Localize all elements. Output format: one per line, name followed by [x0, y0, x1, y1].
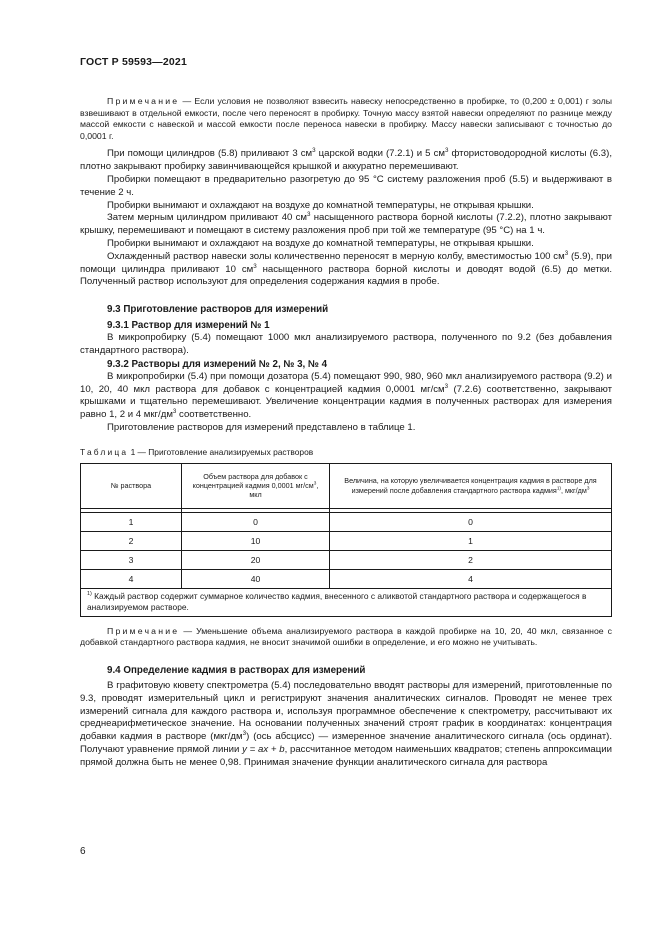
- section-9-4-text: [80, 680, 612, 770]
- paragraph-boric-acid: [80, 212, 612, 238]
- section-9-3-2-text-2: Приготовление растворов для измерений представлено в таблице 1.: [107, 421, 416, 433]
- note-2-label: Примечание: [107, 625, 180, 636]
- column-header-increase: [330, 463, 612, 508]
- section-9-3-title: 9.3 Приготовление растворов для измерений: [107, 304, 329, 316]
- cell-increase: 2: [330, 550, 612, 569]
- paragraph-heating: Пробирки помещают в предварительно разогретую до 95 °С систему разложения проб (5.5) и выдерживают в течение 2 ч.: [80, 173, 612, 198]
- table-1: [80, 463, 612, 617]
- paragraph-boric-part1: Затем мерным цилиндром приливают 40 см: [107, 212, 308, 224]
- paragraph-cylinders-part3: фтористоводородной кислоты (6.3), плотно закрывают пробирку завинчивающейся крышкой и аккуратно перемешивают.: [80, 148, 612, 173]
- section-9-4-part3: , рассчитанное методом наименьших квадратов; степень аппроксимации прямой должна быть не менее 0,98. Принимая значение функции аналитического сигнала для раствора: [80, 743, 612, 768]
- cell-increase: 1: [330, 531, 612, 550]
- paragraph-cylinders-part1: При помощи цилиндров (5.8) приливают 3 см: [107, 148, 313, 160]
- paragraph-boric-part2: насыщенного раствора борной кислоты (7.2.2), плотно закрывают крышку, перемешивают и помещают в систему разложения проб при той же температуре (95 °С) на 1 ч.: [80, 212, 613, 237]
- section-9-3-1-title: 9.3.1 Раствор для измерений № 1: [107, 320, 270, 332]
- section-9-3-2-title: 9.3.2 Растворы для измерений № 2, № 3, № 4: [107, 358, 328, 370]
- footnote-text: Каждый раствор содержит суммарное количество кадмия, внесенного с аликвотой стандартного раствора и содержащегося в анализируемом растворе.: [87, 590, 587, 612]
- section-9-3-2-part2: (7.2.6) соответственно, закрывают крышками и тщательно перемешивают. Увеличение концентрации кадмия в полученных растворах для измерения равно 1, 2 и 4 мкг/дм: [80, 383, 612, 421]
- cell-volume: 10: [182, 531, 330, 550]
- section-9-4-title: 9.4 Определение кадмия в растворах для измерений: [107, 664, 366, 676]
- cell-number: 2: [81, 531, 182, 550]
- paragraph-cooling-1: Пробирки вынимают и охлаждают на воздухе до комнатной температуры, не открывая крышки.: [107, 199, 534, 211]
- cell-increase: 0: [330, 512, 612, 531]
- superscript: 3: [313, 480, 317, 486]
- superscript: 3: [172, 407, 177, 415]
- table-row: [81, 569, 612, 588]
- column-header-volume-text: Объем раствора для добавок с концентрацией кадмия 0,0001 мг/см: [192, 471, 314, 491]
- note-1-label: Примечание: [107, 96, 180, 106]
- superscript: 3: [444, 382, 449, 390]
- superscript: 3: [253, 262, 257, 270]
- column-header-increase-unit: , мкг/дм: [560, 485, 587, 495]
- superscript: 3: [564, 249, 569, 257]
- paragraph-cylinders-part2: царской водки (7.2.1) и 5 см: [315, 148, 445, 160]
- table-1-caption-label: Таблица: [80, 446, 129, 457]
- table-1-caption-text: 1 — Приготовление анализируемых растворов: [128, 446, 314, 457]
- cell-number: 4: [81, 569, 182, 588]
- section-9-3-2-text: [80, 371, 612, 422]
- cell-volume: 40: [182, 569, 330, 588]
- section-9-4-part2: ) (ось абсцисс) — измеренное значение аналитического сигнала (ось ординат). Получают уравнение прямой линии: [80, 731, 613, 755]
- table-row: [81, 512, 612, 531]
- note-2: [80, 626, 612, 649]
- table-row: [81, 531, 612, 550]
- column-header-volume: [182, 463, 330, 508]
- page-number: 6: [80, 846, 86, 857]
- paragraph-transfer-part3: насыщенного раствора борной кислоты и доводят водой (6.5) до метки. Полученный раствор используют для определения содержания кадмия в пробе.: [80, 263, 612, 288]
- cell-volume: 20: [182, 550, 330, 569]
- superscript: 3: [586, 485, 590, 491]
- note-1-text: — Если условия не позволяют взвесить навеску непосредственно в пробирке, то (0,200 ± 0,001) г золы взвешивают в отдельной емкости, после чего переносят в пробирку. Точную массу взятой навески определяют по разнице между массой емкости с навеской и массой емкости после переноса навески в пробирку. Массу навески записывают с точностью до 0,0001 г.: [80, 96, 612, 141]
- column-header-volume-unit: , мкл: [249, 481, 319, 500]
- table-header-row: [81, 463, 612, 508]
- superscript: 3: [242, 729, 247, 737]
- paragraph-cooling-2: Пробирки вынимают и охлаждают на воздухе до комнатной температуры, не открывая крышки.: [107, 237, 534, 249]
- document-header: ГОСТ Р 59593—2021: [80, 56, 188, 68]
- column-header-increase-text: Величина, на которую увеличивается концентрация кадмия в растворе для измерений после добавления стандартного раствора кадмия: [344, 476, 597, 495]
- formula-linear: y = ax + b: [242, 743, 285, 755]
- table-footnote: [81, 588, 612, 616]
- section-9-3-2-part1: В микропробирки (5.4) при помощи дозатора (5.4) помещают 990, 980, 960 мкл анализируемого раствора (9.2) и 10, 20, 40 мкл раствора для добавок с концентрацией кадмия 0,0001 мг/см: [80, 370, 612, 395]
- cell-increase: 4: [330, 569, 612, 588]
- footnote-mark: 1): [87, 590, 92, 597]
- paragraph-cylinders: [80, 148, 612, 174]
- superscript: 3: [312, 147, 316, 155]
- note-1: [80, 96, 612, 142]
- superscript: 3: [307, 211, 311, 219]
- section-9-3-1-text: В микропробирку (5.4) помещают 1000 мкл анализируемого раствора, полученного по 9.2 (без добавления стандартного раствора).: [80, 332, 612, 356]
- table-1-caption: [80, 447, 612, 458]
- paragraph-transfer-part2: (5.9), при помощи цилиндра приливают 10 см: [80, 250, 613, 275]
- table-footnote-row: [81, 588, 612, 616]
- cell-volume: 0: [182, 512, 330, 531]
- paragraph-transfer: [80, 251, 612, 289]
- cell-number: 3: [81, 550, 182, 569]
- section-9-3-2-part3: соответственно.: [176, 409, 252, 421]
- table-row: [81, 550, 612, 569]
- superscript: 3: [444, 147, 449, 155]
- note-2-text: — Уменьшение объема анализируемого раствора в каждой пробирке на 10, 20, 40 мкл, связанное с добавкой стандартного раствора кадмия, не вносит значимой ошибки в определение, и его можно не учитывать.: [80, 625, 612, 648]
- footnote-reference: 1): [556, 485, 561, 491]
- section-9-4-part1: В графитовую кювету спектрометра (5.4) последовательно вводят растворы для измерений, приготовленные по 9.3, проводят измерительный цикл и регистрируют значения аналитических сигналов. Проводят не менее трех измерений сигнала для каждого раствора и, используя программное обеспечение к спектрометру, рассчитывают их среднеарифметическое значение. На основании полученных значений строят график в координатах: концентрация добавки кадмия в растворе (мкг/дм: [80, 679, 612, 743]
- document-page: [80, 56, 612, 769]
- cell-number: 1: [81, 512, 182, 531]
- column-header-number: № раствора: [81, 463, 182, 508]
- paragraph-transfer-part1: Охлажденный раствор навески золы количественно переносят в мерную колбу, вместимостью 100 см: [107, 250, 565, 262]
